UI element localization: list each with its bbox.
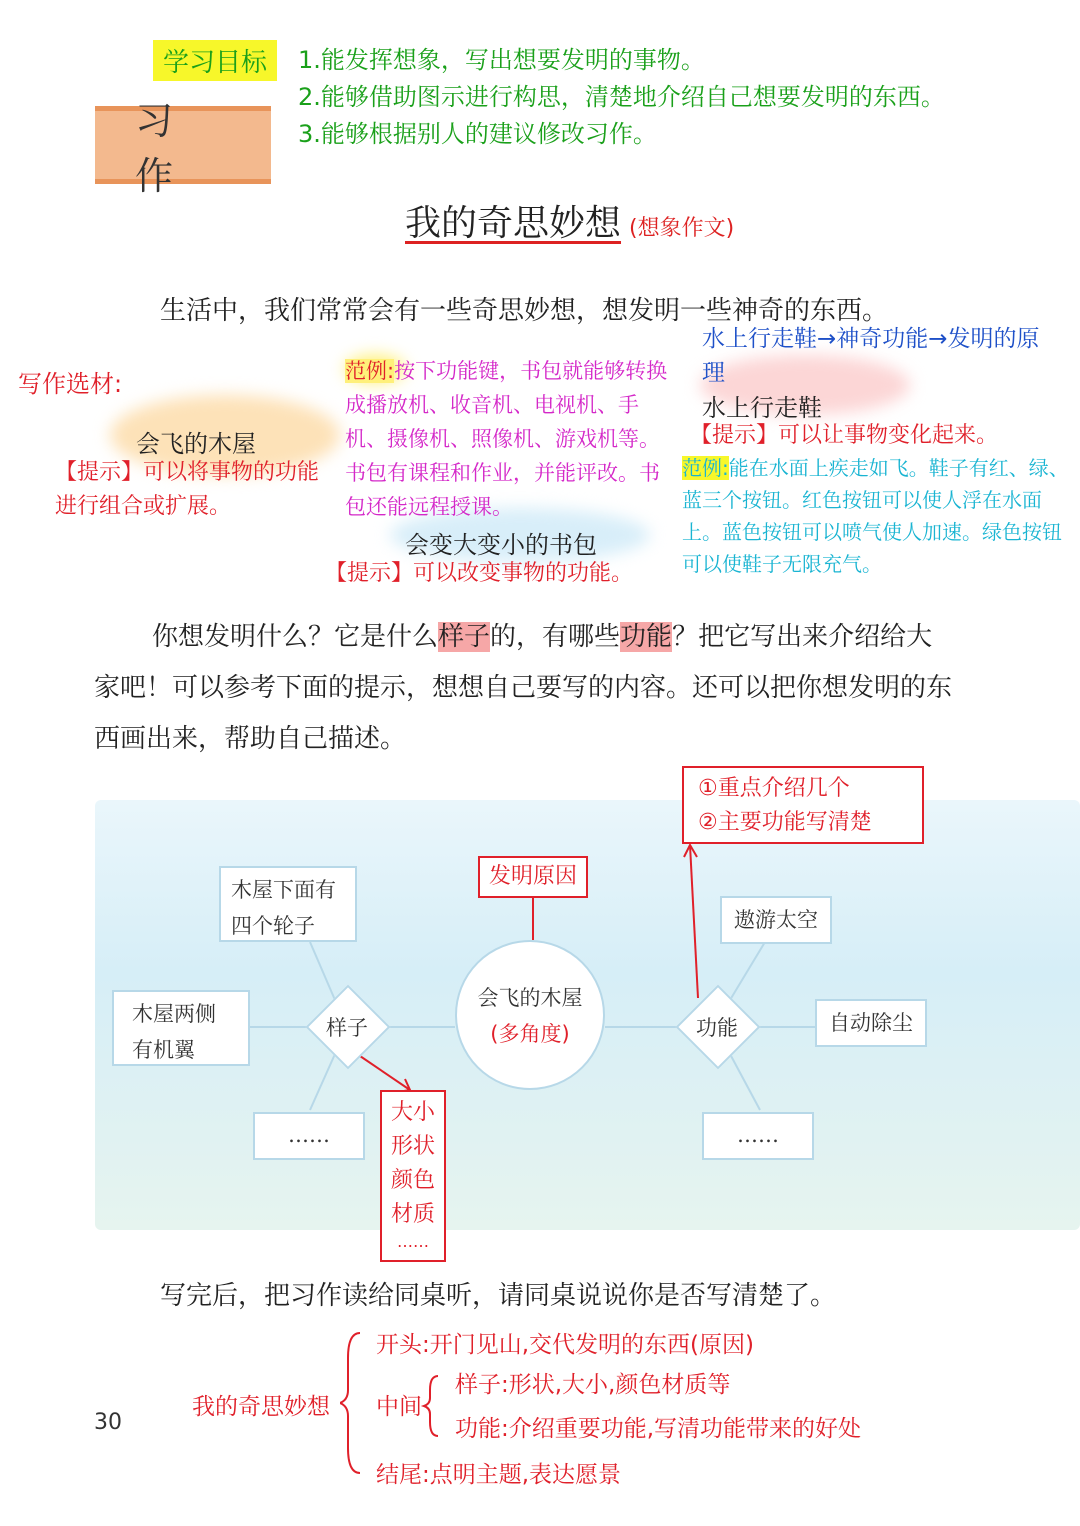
para-part: ？把它写出来介绍给大家吧！可以参考下面的提示，想想自己要写的内容。还可以把你想发明的东西画出来，帮助自己描述。 [94, 622, 953, 754]
closing-text: 写完后，把习作读给同桌听，请同桌说说你是否写清楚了。 [160, 1281, 837, 1311]
focus-note-line: ①重点介绍几个 [698, 776, 850, 801]
function-node-label: 功能 [696, 1016, 738, 1040]
example2-body: 按下功能键，书包就能够转换成播放机、收音机、电视机、手机、摄像机、照像机、游戏机等。书包有课程和作业，并能评改。书包还能远程授课。 [345, 359, 668, 519]
example2-label: 范例: [345, 359, 395, 383]
reason-box: 发明原因 [478, 856, 588, 898]
appearance-box: 木屋两侧有机翼 [112, 990, 250, 1066]
para-part: 的，有哪些 [490, 622, 621, 652]
function-box: 遨游太空 [720, 896, 832, 944]
title-main: 我的奇思妙想 [405, 203, 622, 244]
outline-ending: 结尾:点明主题,表达愿景 [376, 1462, 622, 1488]
appearance-note-line: …… [397, 1232, 429, 1251]
appearance-node-label: 样子 [326, 1016, 368, 1040]
outline-middle: 中间 [376, 1394, 422, 1420]
objectives-label: 学习目标 [153, 40, 277, 81]
outline-middle-item: 功能:介绍重要功能,写清功能带来的好处 [455, 1416, 862, 1442]
focus-note-line: ②主要功能写清楚 [698, 810, 872, 835]
para-part: 你想发明什么？它是什么 [152, 622, 439, 652]
focus-note-box [682, 766, 924, 844]
center-node-label: 会飞的木屋 [477, 986, 583, 1010]
objective-item: 1.能发挥想象，写出想要发明的事物。 [298, 46, 705, 74]
example2-hint: 【提示】可以改变事物的功能。 [325, 561, 634, 586]
example3-label: 范例: [682, 456, 729, 480]
intro-text: 生活中，我们常常会有一些奇思妙想，想发明一些神奇的东西。 [160, 296, 889, 326]
example3-name: 水上行走鞋 [702, 394, 822, 422]
center-node-note: (多角度) [490, 1022, 570, 1046]
objective-item: 3.能够根据别人的建议修改习作。 [298, 120, 657, 148]
outline-opening: 开头:开门见山,交代发明的东西(原因) [376, 1332, 755, 1358]
appearance-box: 木屋下面有四个轮子 [219, 866, 357, 942]
appearance-note-box [380, 1090, 446, 1262]
appearance-note-line: 大小 [390, 1100, 435, 1125]
objective-item: 2.能够借助图示进行构思，清楚地介绍自己想要发明的东西。 [298, 83, 945, 111]
example3-note: 水上行走鞋→神奇功能→发明的原理 [702, 326, 1040, 386]
page-number: 30 [94, 1410, 122, 1435]
title-sub: (想象作文) [629, 216, 735, 241]
appearance-box: …… [253, 1112, 365, 1160]
para-highlight: 功能 [620, 622, 673, 652]
outline-root: 我的奇思妙想 [192, 1394, 330, 1420]
center-node [455, 940, 605, 1090]
example3-body: 能在水面上疾走如飞。鞋子有红、绿、蓝三个按钮。红色按钮可以使人浮在水面上。蓝色按钮可以喷气使人加速。绿色按钮可以使鞋子无限充气。 [682, 456, 1069, 576]
function-box: 自动除尘 [815, 999, 927, 1047]
example1-hint: 【提示】可以将事物的功能进行组合或扩展。 [55, 460, 320, 519]
function-box: …… [702, 1112, 814, 1160]
example3-hint: 【提示】可以让事物变化起来。 [690, 423, 999, 448]
appearance-note-line: 材质 [390, 1202, 435, 1227]
example2-name: 会变大变小的书包 [405, 531, 597, 559]
section-badge: 习作 [95, 106, 271, 184]
example1-name: 会飞的木屋 [136, 430, 256, 458]
appearance-note-line: 颜色 [390, 1168, 435, 1193]
outline-middle-item: 样子:形状,大小,颜色材质等 [455, 1372, 731, 1398]
appearance-note-line: 形状 [390, 1134, 435, 1159]
selection-label: 写作选材: [18, 370, 123, 398]
para-highlight: 样子 [438, 622, 491, 652]
